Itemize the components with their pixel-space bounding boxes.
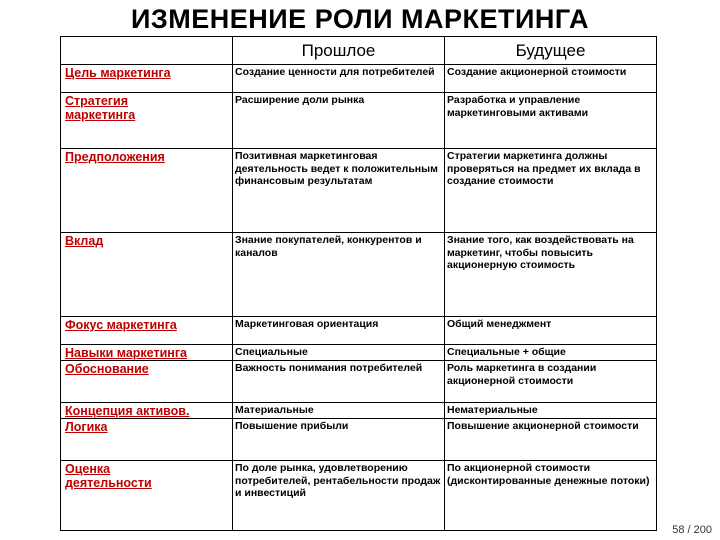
future-cell: Повышение акционерной стоимости [445, 419, 657, 461]
row-label-line: Концепция активов. [65, 404, 190, 418]
row-label-line: деятельности [65, 476, 152, 490]
row-label-line: маркетинга [65, 108, 136, 122]
future-cell: Нематериальные [445, 403, 657, 419]
row-label [61, 403, 233, 419]
table-body [61, 65, 657, 531]
past-cell: Знание покупателей, конкурентов и каналов [233, 233, 445, 317]
comparison-table [60, 36, 657, 531]
future-cell: Роль маркетинга в создании акционерной стоимости [445, 361, 657, 403]
table-row [61, 403, 657, 419]
past-cell: Специальные [233, 345, 445, 361]
past-cell: Важность понимания потребителей [233, 361, 445, 403]
slide-title: ИЗМЕНЕНИЕ РОЛИ МАРКЕТИНГА [130, 4, 590, 34]
row-label-line: Предположения [65, 150, 165, 164]
row-label-line: Вклад [65, 234, 104, 248]
row-label-line: Фокус маркетинга [65, 318, 177, 332]
table-row [61, 419, 657, 461]
row-label [61, 65, 233, 93]
table-row [61, 233, 657, 317]
past-cell: Позитивная маркетинговая деятельность ведет к положительным финансовым результатам [233, 149, 445, 233]
row-label [61, 233, 233, 317]
header-future: Будущее [445, 37, 657, 65]
row-label-line: Стратегия [65, 94, 128, 108]
comparison-table-wrap [60, 36, 656, 531]
future-cell: Стратегии маркетинга должны проверяться на предмет их вклада в создание стоимости [445, 149, 657, 233]
future-cell: Разработка и управление маркетинговыми активами [445, 93, 657, 149]
row-label [61, 361, 233, 403]
future-cell: Общий менеджмент [445, 317, 657, 345]
future-cell: По акционерной стоимости (дисконтированные денежные потоки) [445, 461, 657, 531]
table-row [61, 149, 657, 233]
future-cell: Создание акционерной стоимости [445, 65, 657, 93]
row-label-line: Цель маркетинга [65, 66, 171, 80]
row-label [61, 317, 233, 345]
row-label [61, 461, 233, 531]
table-row [61, 461, 657, 531]
header-past: Прошлое [233, 37, 445, 65]
row-label-line: Обоснование [65, 362, 149, 376]
table-row [61, 93, 657, 149]
page-number: 58 / 200 [672, 524, 712, 536]
table-row [61, 361, 657, 403]
row-label [61, 419, 233, 461]
row-label-line: Оценка [65, 462, 111, 476]
row-label [61, 149, 233, 233]
past-cell: По доле рынка, удовлетворению потребителей, рентабельности продаж и инвестиций [233, 461, 445, 531]
future-cell: Специальные + общие [445, 345, 657, 361]
table-row [61, 317, 657, 345]
past-cell: Расширение доли рынка [233, 93, 445, 149]
past-cell: Создание ценности для потребителей [233, 65, 445, 93]
table-row [61, 65, 657, 93]
row-label [61, 345, 233, 361]
table-row [61, 345, 657, 361]
row-label [61, 93, 233, 149]
future-cell: Знание того, как воздействовать на маркетинг, чтобы повысить акционерную стоимость [445, 233, 657, 317]
past-cell: Маркетинговая ориентация [233, 317, 445, 345]
row-label-line: Логика [65, 420, 108, 434]
header-empty [61, 37, 233, 65]
past-cell: Материальные [233, 403, 445, 419]
past-cell: Повышение прибыли [233, 419, 445, 461]
row-label-line: Навыки маркетинга [65, 346, 187, 360]
table-header-row [61, 37, 657, 65]
